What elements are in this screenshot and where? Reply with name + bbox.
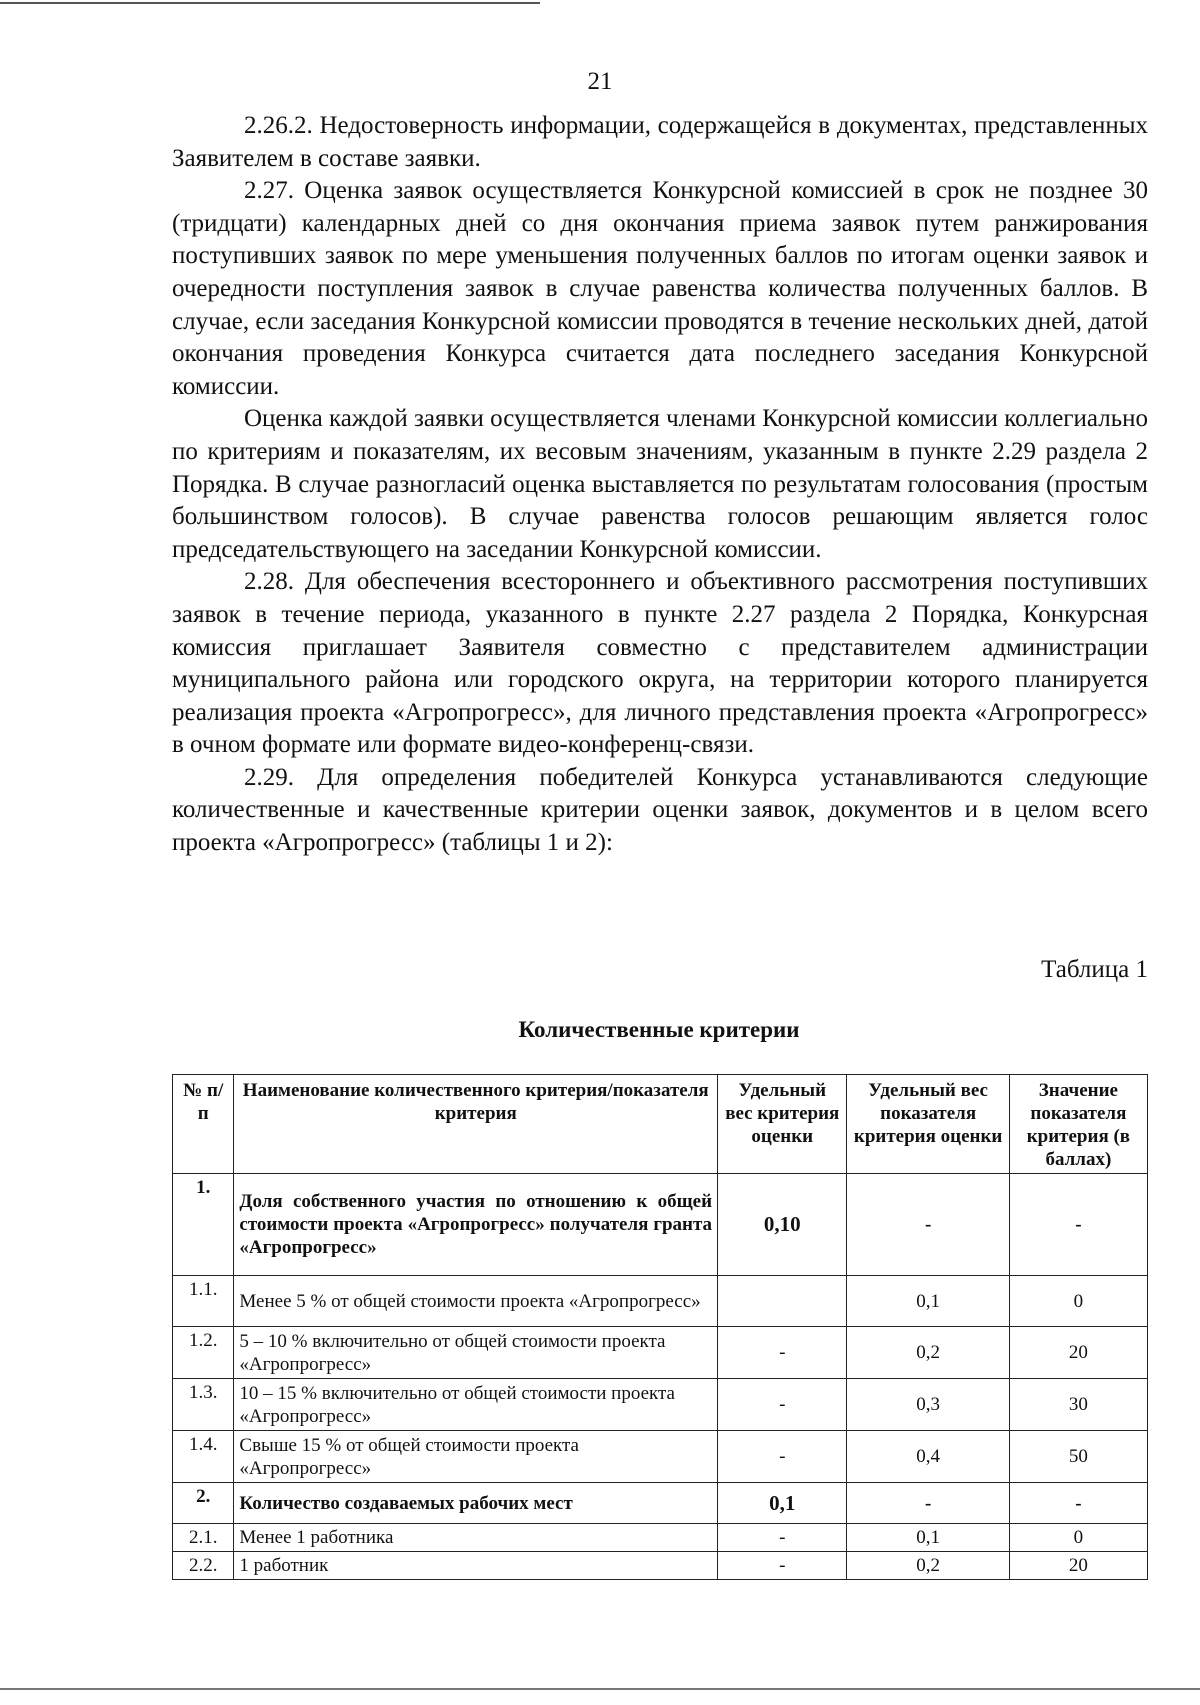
header-name: Наименование количественного критерия/показателя критерия bbox=[234, 1075, 718, 1174]
row-weight: - bbox=[718, 1552, 847, 1580]
table-caption: Таблица 1 bbox=[1041, 956, 1148, 983]
criteria-table bbox=[172, 1074, 1148, 1580]
row-value: 50 bbox=[1009, 1431, 1147, 1483]
scan-artifact-bottom bbox=[0, 1688, 1200, 1690]
paragraph-2-28: 2.28. Для обеспечения всестороннего и объективного рассмотрения поступивших заявок в течение периода, указанного в пункте 2.27 раздела 2 Порядка, Конкурсная комиссия приглашает Заявителя совместно с представителем администрации муниципального района или городского округа, на территории которого планируется реализация проекта «Агропрогресс», для личного представления проекта «Агропрогресс» в очном формате или формате видео-конференц-связи. bbox=[172, 568, 1148, 759]
header-value: Значение показателя критерия (в баллах) bbox=[1009, 1075, 1147, 1174]
table-row bbox=[173, 1379, 1148, 1431]
table-header-row bbox=[173, 1075, 1148, 1174]
row-weight: 0,10 bbox=[718, 1174, 847, 1276]
row-weight: - bbox=[718, 1327, 847, 1379]
page-number: 21 bbox=[587, 68, 613, 95]
row-weight: - bbox=[718, 1524, 847, 1552]
row-indicator-weight: 0,4 bbox=[847, 1431, 1009, 1483]
row-indicator-weight: 0,1 bbox=[847, 1276, 1009, 1327]
row-indicator-weight: 0,2 bbox=[847, 1327, 1009, 1379]
row-name: 5 – 10 % включительно от общей стоимости проекта «Агропрогресс» bbox=[234, 1327, 718, 1379]
row-num: 2. bbox=[173, 1483, 234, 1524]
row-value: - bbox=[1009, 1483, 1147, 1524]
table-row bbox=[173, 1483, 1148, 1524]
document-body bbox=[172, 110, 1148, 860]
paragraph-evaluation: Оценка каждой заявки осуществляется членами Конкурсной комиссии коллегиально по критериям и показателям, их весовым значениям, указанным в пункте 2.29 раздела 2 Порядка. В случае разногласий оценка выставляется по результатам голосования (простым большинством голосов). В случае равенства голосов решающим является голос председательствующего на заседании Конкурсной комиссии. bbox=[172, 405, 1148, 563]
header-indicator-weight: Удельный вес показателя критерия оценки bbox=[847, 1075, 1009, 1174]
row-weight: - bbox=[718, 1379, 847, 1431]
row-num: 1. bbox=[173, 1174, 234, 1276]
row-name: Количество создаваемых рабочих мест bbox=[234, 1483, 718, 1524]
table-row bbox=[173, 1174, 1148, 1276]
table-row bbox=[173, 1327, 1148, 1379]
paragraph-2-26-2: 2.26.2. Недостоверность информации, содержащейся в документах, представленных Заявителем в составе заявки. bbox=[172, 112, 1148, 172]
row-value: 20 bbox=[1009, 1327, 1147, 1379]
table-title: Количественные критерии bbox=[518, 1017, 800, 1042]
row-name: Свыше 15 % от общей стоимости проекта «Агропрогресс» bbox=[234, 1431, 718, 1483]
row-weight: - bbox=[718, 1431, 847, 1483]
paragraph-2-29: 2.29. Для определения победителей Конкурса устанавливаются следующие количественные и качественные критерии оценки заявок, документов и в целом всего проекта «Агропрогресс» (таблицы 1 и 2): bbox=[172, 763, 1148, 857]
row-indicator-weight: - bbox=[847, 1174, 1009, 1276]
row-value: 20 bbox=[1009, 1552, 1147, 1580]
row-num: 2.2. bbox=[173, 1552, 234, 1580]
row-num: 1.2. bbox=[173, 1327, 234, 1379]
row-value: 30 bbox=[1009, 1379, 1147, 1431]
row-indicator-weight: 0,2 bbox=[847, 1552, 1009, 1580]
row-indicator-weight: 0,1 bbox=[847, 1524, 1009, 1552]
scan-artifact-top bbox=[0, 2, 540, 4]
row-num: 1.1. bbox=[173, 1276, 234, 1327]
row-indicator-weight: 0,3 bbox=[847, 1379, 1009, 1431]
paragraph-2-27: 2.27. Оценка заявок осуществляется Конкурсной комиссией в срок не позднее 30 (тридцати) календарных дней со дня окончания приема заявок путем ранжирования поступивших заявок по мере уменьшения полученных баллов по итогам оценки заявок и очередности поступления заявок в случае равенства количества полученных баллов. В случае, если заседания Конкурсной комиссии проводятся в течение нескольких дней, датой окончания проведения Конкурса считается дата последнего заседания Конкурсной комиссии. bbox=[172, 177, 1148, 400]
table-row bbox=[173, 1276, 1148, 1327]
row-name: Менее 1 работника bbox=[234, 1524, 718, 1552]
row-name: Доля собственного участия по отношению к общей стоимости проекта «Агропрогресс» получателя гранта «Агропрогресс» bbox=[234, 1174, 718, 1276]
header-weight: Удельный вес критерия оценки bbox=[718, 1075, 847, 1174]
header-num: № п/п bbox=[173, 1075, 234, 1174]
row-num: 1.4. bbox=[173, 1431, 234, 1483]
row-value: 0 bbox=[1009, 1524, 1147, 1552]
row-value: 0 bbox=[1009, 1276, 1147, 1327]
row-num: 1.3. bbox=[173, 1379, 234, 1431]
table-row bbox=[173, 1524, 1148, 1552]
row-value: - bbox=[1009, 1174, 1147, 1276]
row-name: Менее 5 % от общей стоимости проекта «Агропрогресс» bbox=[234, 1276, 718, 1327]
row-indicator-weight: - bbox=[847, 1483, 1009, 1524]
row-weight bbox=[718, 1276, 847, 1327]
table-row bbox=[173, 1431, 1148, 1483]
table-row bbox=[173, 1552, 1148, 1580]
row-num: 2.1. bbox=[173, 1524, 234, 1552]
row-name: 1 работник bbox=[234, 1552, 718, 1580]
row-weight: 0,1 bbox=[718, 1483, 847, 1524]
row-name: 10 – 15 % включительно от общей стоимости проекта «Агропрогресс» bbox=[234, 1379, 718, 1431]
